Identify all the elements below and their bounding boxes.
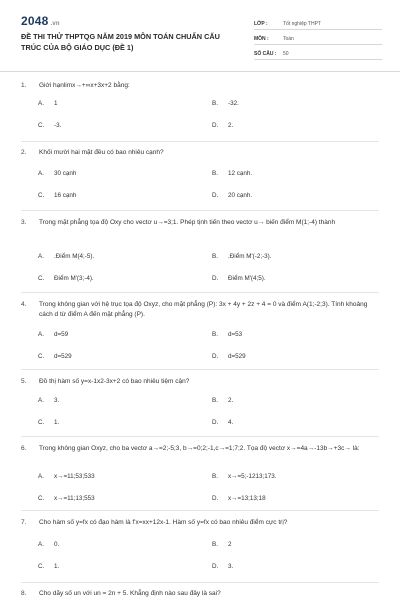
option-letter: C. (38, 122, 45, 129)
option-value: 16 cạnh (54, 192, 77, 199)
option-letter: B. (212, 397, 218, 404)
question-stem (21, 518, 379, 528)
option-d[interactable] (212, 121, 233, 130)
question-text: Cho dãy số un với un = 2n + 5. Khẳng định nào sau đây là sai? (39, 590, 221, 597)
meta-value: Toán (283, 36, 294, 42)
option-letter: B. (212, 253, 218, 260)
option-c[interactable] (38, 191, 76, 200)
option-letter: C. (38, 563, 45, 570)
option-letter: C. (38, 275, 45, 282)
option-b[interactable] (212, 99, 239, 108)
option-letter: A. (38, 397, 44, 404)
question-divider (21, 141, 379, 142)
option-b[interactable] (212, 396, 233, 405)
question-number: 6. (21, 445, 27, 452)
question-number: 4. (21, 301, 27, 308)
option-value: 3. (228, 563, 234, 570)
option-a[interactable] (38, 396, 59, 405)
option-letter: B. (212, 100, 218, 107)
option-c[interactable] (38, 418, 59, 427)
option-value: d=53 (228, 331, 243, 338)
question-text: Trong không gian Oxyz, cho ba vectơ a→=2;-5;3, b→=0;2;-1,c→=1;7;2. Tọa độ vectơ x→=4a→-13b→+3c→ là: (39, 445, 360, 452)
option-letter: C. (38, 495, 45, 502)
option-a[interactable] (38, 330, 68, 339)
question-number: 2. (21, 149, 27, 156)
header-divider (0, 71, 400, 72)
meta-label: LỚP : (254, 21, 268, 27)
option-letter: A. (38, 473, 44, 480)
option-value: 1 (54, 100, 58, 107)
meta-class (254, 15, 382, 30)
option-b[interactable] (212, 472, 276, 481)
question-divider (21, 210, 379, 211)
option-d[interactable] (212, 562, 233, 571)
option-value: 2 (228, 541, 232, 548)
option-value: 12 cạnh. (228, 170, 253, 177)
option-letter: C. (38, 419, 45, 426)
question-divider (21, 369, 379, 370)
option-letter: D. (212, 122, 219, 129)
option-a[interactable] (38, 99, 58, 108)
question-divider (21, 436, 379, 437)
option-d[interactable] (212, 352, 246, 361)
option-value: 20 cạnh. (228, 192, 253, 199)
option-d[interactable] (212, 418, 233, 427)
option-value: 4. (228, 419, 234, 426)
option-value: x→=11;53;533 (54, 473, 95, 480)
question-number: 3. (21, 219, 27, 226)
option-letter: B. (212, 541, 218, 548)
logo-suffix: .vn (50, 21, 60, 27)
option-value: d=529 (54, 353, 72, 360)
question-text: Trong mặt phẳng tọa độ Oxy cho vectơ u→=3;1. Phép tịnh tiến theo vectơ u→ biến điểm M(1;-4) thành (39, 219, 336, 226)
option-c[interactable] (38, 121, 61, 130)
option-c[interactable] (38, 562, 59, 571)
question-number: 8. (21, 590, 27, 597)
option-letter: A. (38, 170, 44, 177)
option-value: 3. (54, 397, 60, 404)
option-c[interactable] (38, 352, 72, 361)
question-text: Giới hạnlimx→+∞x+3x+2 bằng: (39, 82, 130, 89)
question-stem (21, 300, 379, 320)
question-text: Đồ thị hàm số y=x-1x2-3x+2 có bao nhiêu tiệm cận? (39, 378, 190, 385)
option-letter: A. (38, 331, 44, 338)
option-value: 2. (228, 397, 234, 404)
exam-title: ĐỀ THI THỬ THPTQG NĂM 2019 MÔN TOÁN CHUẨN CẤU TRÚC CỦA BỘ GIÁO DỤC (ĐỀ 1) (21, 32, 220, 52)
option-letter: D. (212, 495, 219, 502)
option-a[interactable] (38, 540, 59, 549)
question-stem (21, 218, 379, 228)
option-value: d=59 (54, 331, 69, 338)
question-stem (21, 377, 379, 387)
option-value: -3. (54, 122, 62, 129)
meta-value: 50 (283, 51, 289, 57)
question-stem (21, 589, 379, 599)
question-stem (21, 148, 379, 158)
option-value: 2. (228, 122, 234, 129)
question-divider (21, 292, 379, 293)
option-letter: D. (212, 563, 219, 570)
option-d[interactable] (212, 494, 266, 503)
option-d[interactable] (212, 191, 252, 200)
option-value: 0. (54, 541, 60, 548)
option-letter: D. (212, 353, 219, 360)
option-value: -32. (228, 100, 239, 107)
exam-meta (254, 15, 382, 60)
option-a[interactable] (38, 169, 76, 178)
option-value: 1. (54, 563, 60, 570)
option-value: x→=13;13;18 (228, 495, 266, 502)
question-stem (21, 444, 379, 454)
option-value: 1. (54, 419, 60, 426)
option-value: x→=11;13;553 (54, 495, 95, 502)
option-d[interactable] (212, 274, 266, 283)
question-text: Trong không gian với hệ trục tọa độ Oxyz, cho mặt phẳng (P): 3x + 4y + 2z + 4 = 0 và điểm A(1;-2;3). Tính khoảng cách d từ điểm A đến mặt phẳng (P). (39, 301, 368, 318)
option-value: Điểm M'(4;5). (228, 275, 266, 282)
meta-label: MÔN : (254, 36, 269, 42)
option-b[interactable] (212, 330, 242, 339)
option-value: Điểm M'(3;-4). (54, 275, 94, 282)
option-letter: C. (38, 192, 45, 199)
option-letter: A. (38, 100, 44, 107)
option-letter: A. (38, 541, 44, 548)
meta-value: Tốt nghiệp THPT (283, 21, 321, 27)
option-value: 30 cạnh (54, 170, 77, 177)
option-letter: D. (212, 419, 219, 426)
option-value: d=529 (228, 353, 246, 360)
option-value: .Điểm M(4;-5). (54, 253, 95, 260)
question-text: Khối mười hai mặt đều có bao nhiêu cạnh? (39, 149, 164, 156)
option-letter: D. (212, 192, 219, 199)
option-letter: A. (38, 253, 44, 260)
option-letter: B. (212, 473, 218, 480)
option-b[interactable] (212, 169, 252, 178)
option-b[interactable] (212, 252, 272, 261)
site-logo[interactable] (21, 14, 60, 28)
option-letter: B. (212, 331, 218, 338)
option-a[interactable] (38, 472, 95, 481)
option-b[interactable] (212, 540, 232, 549)
option-value: .Điểm M'(-2;-3). (228, 253, 272, 260)
meta-subject (254, 30, 382, 45)
option-c[interactable] (38, 274, 94, 283)
meta-label: SỐ CÂU : (254, 51, 277, 57)
logo-text: 2048 (21, 14, 49, 28)
question-text: Cho hàm số y=fx có đạo hàm là f'x=xx+12x-1. Hàm số y=fx có bao nhiêu điểm cực trị? (39, 519, 288, 526)
option-letter: C. (38, 353, 45, 360)
option-letter: D. (212, 275, 219, 282)
option-a[interactable] (38, 252, 94, 261)
exam-header (0, 0, 400, 72)
question-number: 7. (21, 519, 27, 526)
question-stem (21, 81, 379, 91)
option-letter: B. (212, 170, 218, 177)
meta-count (254, 45, 382, 60)
option-value: x→=5;-1213;173. (228, 473, 277, 480)
option-c[interactable] (38, 494, 95, 503)
question-number: 1. (21, 82, 27, 89)
question-divider (21, 510, 379, 511)
question-divider (21, 582, 379, 583)
question-number: 5. (21, 378, 27, 385)
